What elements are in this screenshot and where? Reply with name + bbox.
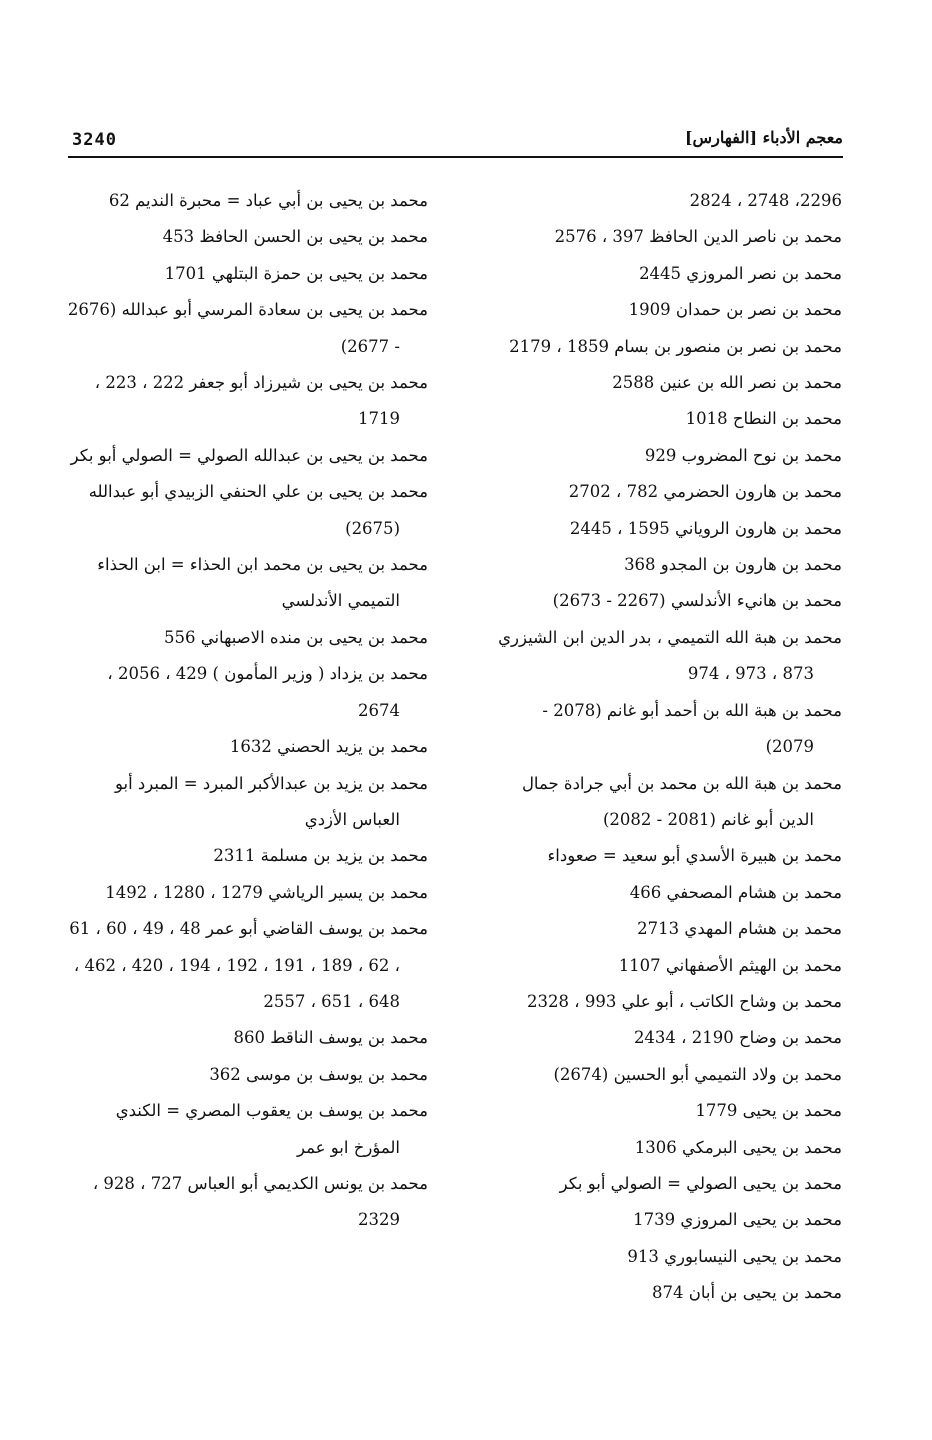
index-entry: محمد بن يزيد الحصني 1632 xyxy=(229,737,428,757)
index-entry: محمد بن يزيد بن عبدالأكبر المبرد = المبرد أبو العباس الأزدي xyxy=(114,773,428,829)
index-entry: محمد بن يحيى البرمكي 1306 xyxy=(634,1137,842,1157)
index-entry: محمد بن يحيى بن عبدالله الصولي = الصولي أبو بكر xyxy=(70,445,428,465)
index-entry: محمد بن هبة الله بن محمد بن أبي جرادة جمال الدين أبو غانم (2081 - 2082) xyxy=(521,773,842,829)
index-entry: محمد بن نصر بن حمدان 1909 xyxy=(628,300,842,320)
index-entry: محمد بن وشاح الكاتب ، أبو علي 993 ، 2328 xyxy=(527,991,842,1011)
index-entry: محمد بن الهيثم الأصفهاني 1107 xyxy=(618,955,842,975)
index-entry: محمد بن يوسف بن موسى 362 xyxy=(209,1064,428,1084)
index-entry: محمد بن ناصر الدين الحافظ 397 ، 2576 xyxy=(554,227,842,247)
index-entry: محمد بن هارون بن المجدو 368 xyxy=(624,555,842,575)
index-entry: محمد بن يحيى بن سعادة المرسي أبو عبدالله (2676 - 2677) xyxy=(67,300,428,356)
page-number: 3240 xyxy=(72,130,117,150)
index-entry: محمد بن يحيى 1779 xyxy=(695,1101,842,1121)
index-column-right xyxy=(490,183,842,1312)
index-entry: محمد بن يوسف القاضي أبو عمر 48 ، 49 ، 60 ، 61 ، 62 ، 189 ، 191 ، 192 ، 194 ، 420 ، 462 ، 648 ، 651 ، 2557 xyxy=(69,919,428,1011)
index-entry: محمد بن يزيد بن مسلمة 2311 xyxy=(213,846,428,866)
index-entry: محمد بن يزداد ( وزير المأمون ) 429 ، 2056 ، 2674 xyxy=(107,664,428,720)
index-entry: محمد بن هشام المهدي 2713 xyxy=(637,919,842,939)
index-entry: محمد بن ولاد التميمي أبو الحسين (2674) xyxy=(553,1064,842,1084)
index-entry: محمد بن هارون الحضرمي 782 ، 2702 xyxy=(568,482,842,502)
index-entry: محمد بن نصر بن منصور بن بسام 1859 ، 2179 xyxy=(509,336,842,356)
index-entry: محمد بن يحيى بن علي الحنفي الزبيدي أبو عبدالله (2675) xyxy=(88,482,428,538)
index-entry: محمد بن نصر الله بن عنين 2588 xyxy=(612,373,842,393)
index-entry: محمد بن نوح المضروب 929 xyxy=(644,445,842,465)
index-entry: محمد بن هانيء الأندلسي (2267 - 2673) xyxy=(552,591,842,611)
index-entry: محمد بن هبة الله بن أحمد أبو غانم (2078 - 2079) xyxy=(542,700,842,757)
index-entry: محمد بن يسير الرياشي 1279 ، 1280 ، 1492 xyxy=(105,882,428,902)
index-entry: محمد بن يحيى المروزي 1739 xyxy=(633,1210,842,1230)
index-entry: محمد بن وضاح 2190 ، 2434 xyxy=(633,1028,842,1048)
page-header xyxy=(68,126,843,158)
index-entry: محمد بن يحيى بن أبي عباد = محبرة النديم 62 xyxy=(108,191,428,210)
index-entry: محمد بن يوسف بن يعقوب المصري = الكندي المؤرخ ابو عمر xyxy=(115,1101,428,1157)
index-column-left xyxy=(66,183,428,1239)
index-entry: محمد بن هبة الله التميمي ، بدر الدين ابن الشيزري 873 ، 973 ، 974 xyxy=(498,627,842,684)
index-entry: محمد بن يحيى الصولي = الصولي أبو بكر xyxy=(559,1173,842,1193)
index-entry: محمد بن نصر المروزي 2445 xyxy=(639,263,842,283)
index-entry: محمد بن هارون الروياني 1595 ، 2445 xyxy=(569,518,842,538)
index-entry: محمد بن يحيى بن شيرزاد أبو جعفر 222 ، 223 ، 1719 xyxy=(94,373,428,429)
index-entry: محمد بن هشام المصحفي 466 xyxy=(629,882,842,902)
index-entry: محمد بن يحيى النيسابوري 913 xyxy=(627,1246,842,1266)
index-entry: محمد بن يحيى بن منده الاصبهاني 556 xyxy=(163,627,428,647)
index-entry: محمد بن النطاح 1018 xyxy=(685,409,842,429)
running-title: معجم الأدباء [الفهارس] xyxy=(684,128,843,147)
index-entry: محمد بن يوسف الناقط 860 xyxy=(233,1028,428,1048)
index-entry: محمد بن يحيى بن حمزة البتلهي 1701 xyxy=(164,263,428,283)
index-entry: محمد بن هبيرة الأسدي أبو سعيد = صعوداء xyxy=(547,846,842,866)
index-entry: 2296، 2748 ، 2824 xyxy=(689,191,842,210)
index-entry: محمد بن يحيى بن محمد ابن الحذاء = ابن الحذاء التميمي الأندلسي xyxy=(97,555,428,611)
index-entry: محمد بن يحيى بن الحسن الحافظ 453 xyxy=(162,227,428,247)
index-entry: محمد بن يحيى بن أبان 874 xyxy=(651,1283,842,1303)
index-entry: محمد بن يونس الكديمي أبو العباس 727 ، 928 ، 2329 xyxy=(92,1173,428,1230)
